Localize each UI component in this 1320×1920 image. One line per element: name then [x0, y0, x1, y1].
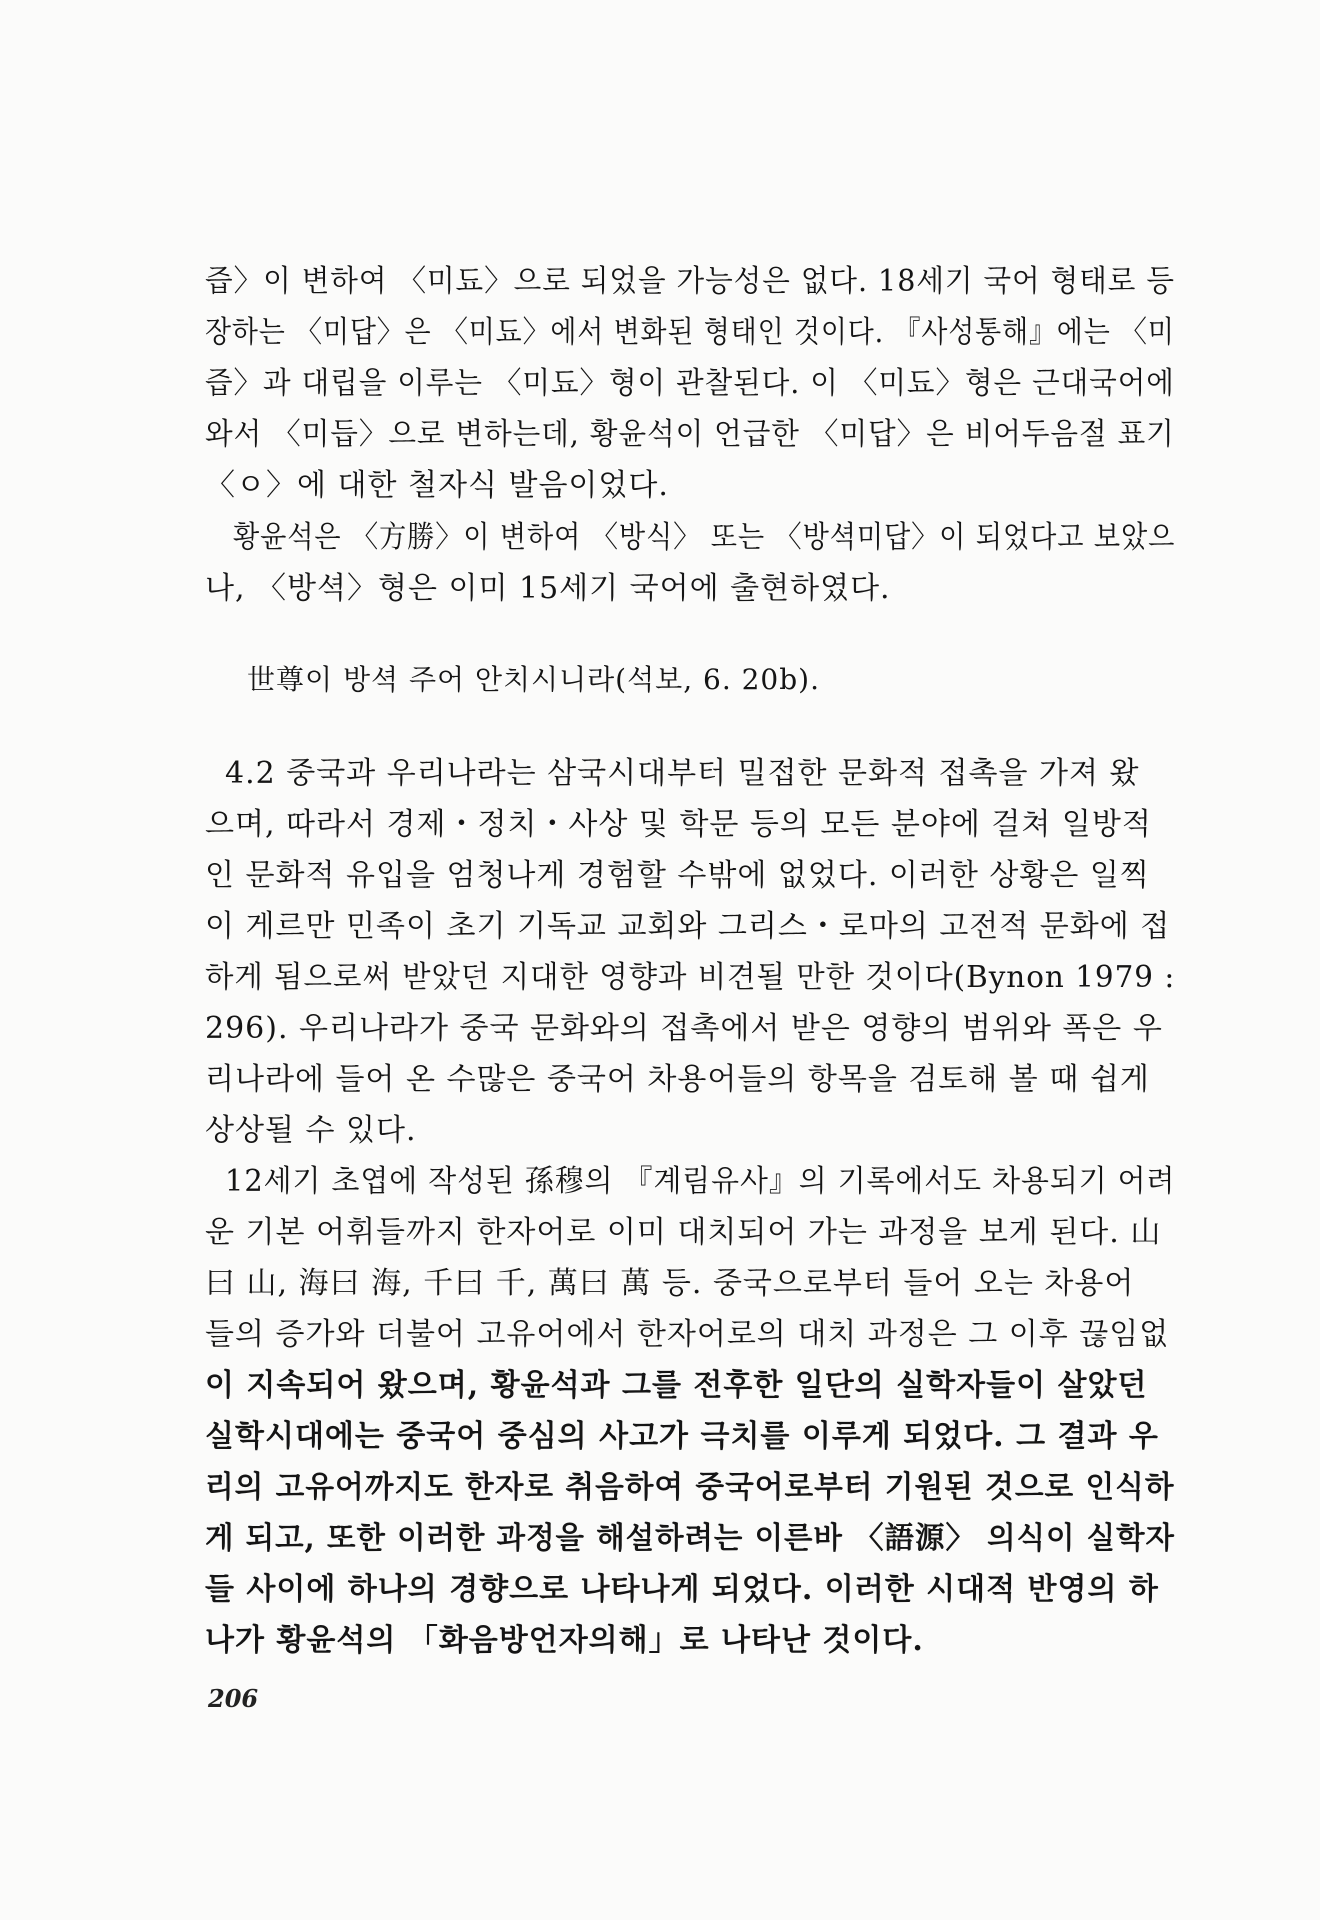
text-line: 장하는 〈미답〉은 〈미됴〉에서 변화된 형태인 것이다. 『사성통해』에는 〈미 [205, 315, 1175, 350]
text-line: 들 사이에 하나의 경향으로 나타나게 되었다. 이러한 시대적 반영의 하 [205, 1572, 1159, 1607]
text-line: 즙〉이 변하여 〈미됴〉으로 되었을 가능성은 없다. 18세기 국어 형태로 등 [205, 264, 1175, 299]
text-line: 들의 증가와 더불어 고유어에서 한자어로의 대치 과정은 그 이후 끊임없 [205, 1317, 1170, 1352]
text-line: 리나라에 들어 온 수많은 중국어 차용어들의 항목을 검토해 볼 때 쉽게 [205, 1062, 1150, 1097]
page-number: 206 [208, 1684, 259, 1713]
text-line: 나, 〈방셕〉형은 이미 15세기 국어에 출현하였다. [205, 571, 891, 606]
text-line: 하게 됨으로써 받았던 지대한 영향과 비견될 만한 것이다(Bynon 1979 : [205, 960, 1176, 995]
text-line: 4.2 중국과 우리나라는 삼국시대부터 밀접한 문화적 접촉을 가져 왔 [225, 756, 1140, 791]
text-line: 296). 우리나라가 중국 문화와의 접촉에서 받은 영향의 범위와 폭은 우 [205, 1011, 1163, 1046]
text-line: 曰 山, 海曰 海, 千曰 千, 萬曰 萬 등. 중국으로부터 들어 오는 차용어 [205, 1266, 1135, 1301]
text-line: 즙〉과 대립을 이루는 〈미됴〉형이 관찰된다. 이 〈미됴〉형은 근대국어에 [205, 366, 1175, 401]
main-text [205, 262, 1176, 1658]
text-line: 게 되고, 또한 이러한 과정을 해설하려는 이른바 〈語源〉 의식이 실학자 [205, 1521, 1175, 1556]
text-line: 인 문화적 유입을 엄청나게 경험할 수밖에 없었다. 이러한 상황은 일찍 [205, 858, 1150, 893]
text-line: 나가 황윤석의 「화음방언자의해」로 나타난 것이다. [205, 1623, 924, 1658]
text-line: 와서 〈미듭〉으로 변하는데, 황윤석이 언급한 〈미답〉은 비어두음절 표기 [205, 417, 1175, 452]
text-line: 이 지속되어 왔으며, 황윤석과 그를 전후한 일단의 실학자들이 살았던 [205, 1368, 1148, 1403]
text-line: 운 기본 어휘들까지 한자어로 이미 대치되어 가는 과정을 보게 된다. 山 [205, 1215, 1162, 1250]
text-line: 실학시대에는 중국어 중심의 사고가 극치를 이루게 되었다. 그 결과 우 [205, 1419, 1159, 1454]
text-line: 황윤석은 〈方勝〉이 변하여 〈방식〉 또는 〈방셕미답〉이 되었다고 보았으 [233, 520, 1176, 555]
text-line: 이 게르만 민족이 초기 기독교 교회와 그리스・로마의 고전적 문화에 접 [205, 909, 1171, 944]
text-line: 리의 고유어까지도 한자로 취음하여 중국어로부터 기원된 것으로 인식하 [205, 1470, 1175, 1505]
text-line: 〈ㅇ〉에 대한 철자식 발음이었다. [205, 468, 669, 503]
text-line: 상상될 수 있다. [205, 1113, 417, 1148]
text-line: 으며, 따라서 경제・정치・사상 및 학문 등의 모든 분야에 걸쳐 일방적 [205, 807, 1152, 842]
text-line: 12세기 초엽에 작성된 孫穆의 『계림유사』의 기록에서도 차용되기 어려 [225, 1164, 1176, 1199]
example-quote: 世尊이 방셕 주어 안치시니라(석보, 6. 20b). [247, 663, 820, 696]
